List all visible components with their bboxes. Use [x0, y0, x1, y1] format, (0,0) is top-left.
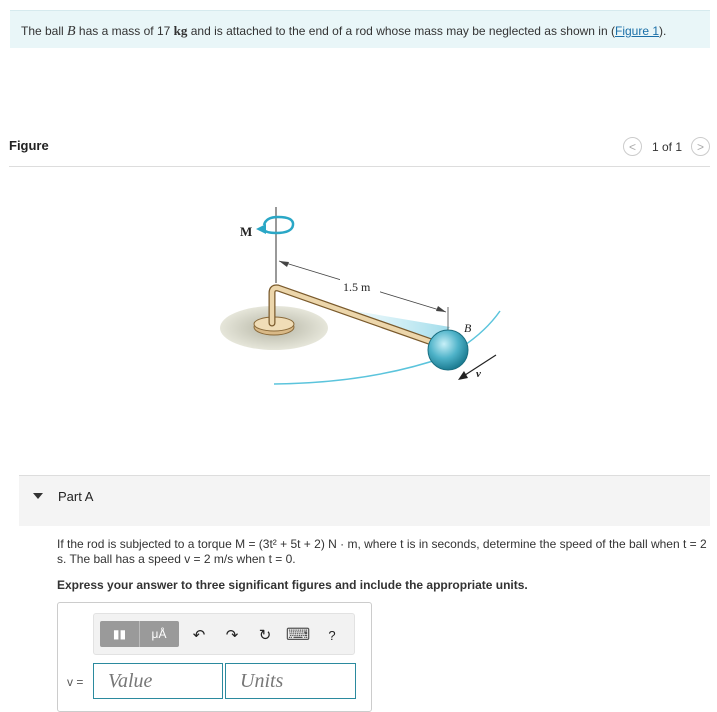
problem-text-3: and is attached to the end of a rod whose mass may be neglected as shown in (: [187, 24, 615, 38]
figure-svg: [200, 195, 520, 415]
part-a-header[interactable]: [19, 475, 710, 526]
variable-label: v =: [67, 675, 84, 689]
chevron-left-icon: <: [628, 139, 636, 154]
ball: [428, 330, 468, 370]
figure-illustration: [200, 195, 520, 415]
figure-pager: [623, 137, 710, 156]
moment-label: M: [240, 224, 253, 239]
redo-icon: ↷: [225, 627, 239, 644]
keyboard-button[interactable]: [287, 624, 309, 646]
templates-icon: ▮▮: [112, 627, 127, 641]
chevron-right-icon: >: [696, 139, 704, 154]
dimension-label: 1.5 m: [343, 280, 371, 294]
problem-text-4: ).: [659, 24, 667, 38]
math-toolbar: [93, 613, 355, 655]
problem-text-1: The ball: [21, 24, 68, 38]
ball-label: B: [464, 321, 472, 335]
figure-header: [9, 137, 710, 167]
answer-instructions: Express your answer to three significant figures and include the appropriate units.: [57, 578, 528, 592]
figure-link[interactable]: Figure 1: [614, 24, 660, 38]
units-input[interactable]: [225, 663, 356, 699]
prev-figure-button[interactable]: [623, 137, 642, 156]
reset-button[interactable]: [254, 624, 276, 646]
keyboard-icon: ⌨: [285, 625, 311, 644]
pager-text: 1 of 1: [651, 139, 682, 154]
answer-panel: [57, 602, 372, 712]
figure-title: Figure: [9, 138, 49, 153]
velocity-label: v: [476, 368, 481, 380]
value-placeholder: Value: [108, 670, 153, 692]
problem-statement: [10, 10, 710, 48]
reset-icon: ↻: [258, 627, 272, 644]
help-button[interactable]: [321, 624, 343, 646]
part-a-label: Part A: [58, 489, 94, 504]
toolbar-group: [100, 621, 179, 647]
mass-unit: kg: [173, 23, 188, 38]
dimension-arrow-right: [436, 306, 446, 312]
redo-button[interactable]: [221, 624, 243, 646]
undo-icon: ↶: [192, 627, 206, 644]
help-icon: ?: [328, 627, 336, 643]
units-placeholder: Units: [240, 670, 284, 692]
problem-text-2: has a mass of 17: [75, 24, 174, 38]
ball-symbol: B: [67, 24, 76, 39]
caret-down-icon: [33, 493, 43, 499]
velocity-arrowhead: [458, 371, 468, 380]
trajectory-arc-bottom: [274, 357, 445, 384]
moment-arrowhead: [256, 224, 266, 234]
next-figure-button[interactable]: [691, 137, 710, 156]
units-icon: μÅ: [151, 627, 167, 641]
units-button[interactable]: [139, 621, 178, 647]
templates-button[interactable]: [100, 621, 139, 647]
undo-button[interactable]: [188, 624, 210, 646]
dimension-arrow-left: [279, 261, 289, 267]
value-input[interactable]: [93, 663, 223, 699]
part-a-question: If the rod is subjected to a torque M = (3t² + 5t + 2) N · m, where t is in seconds, determine the speed of the ball when t = 2 s. The ball has a speed v = 2 m/s when t = 0.: [57, 537, 707, 566]
moment-arrow-icon: [262, 217, 293, 233]
